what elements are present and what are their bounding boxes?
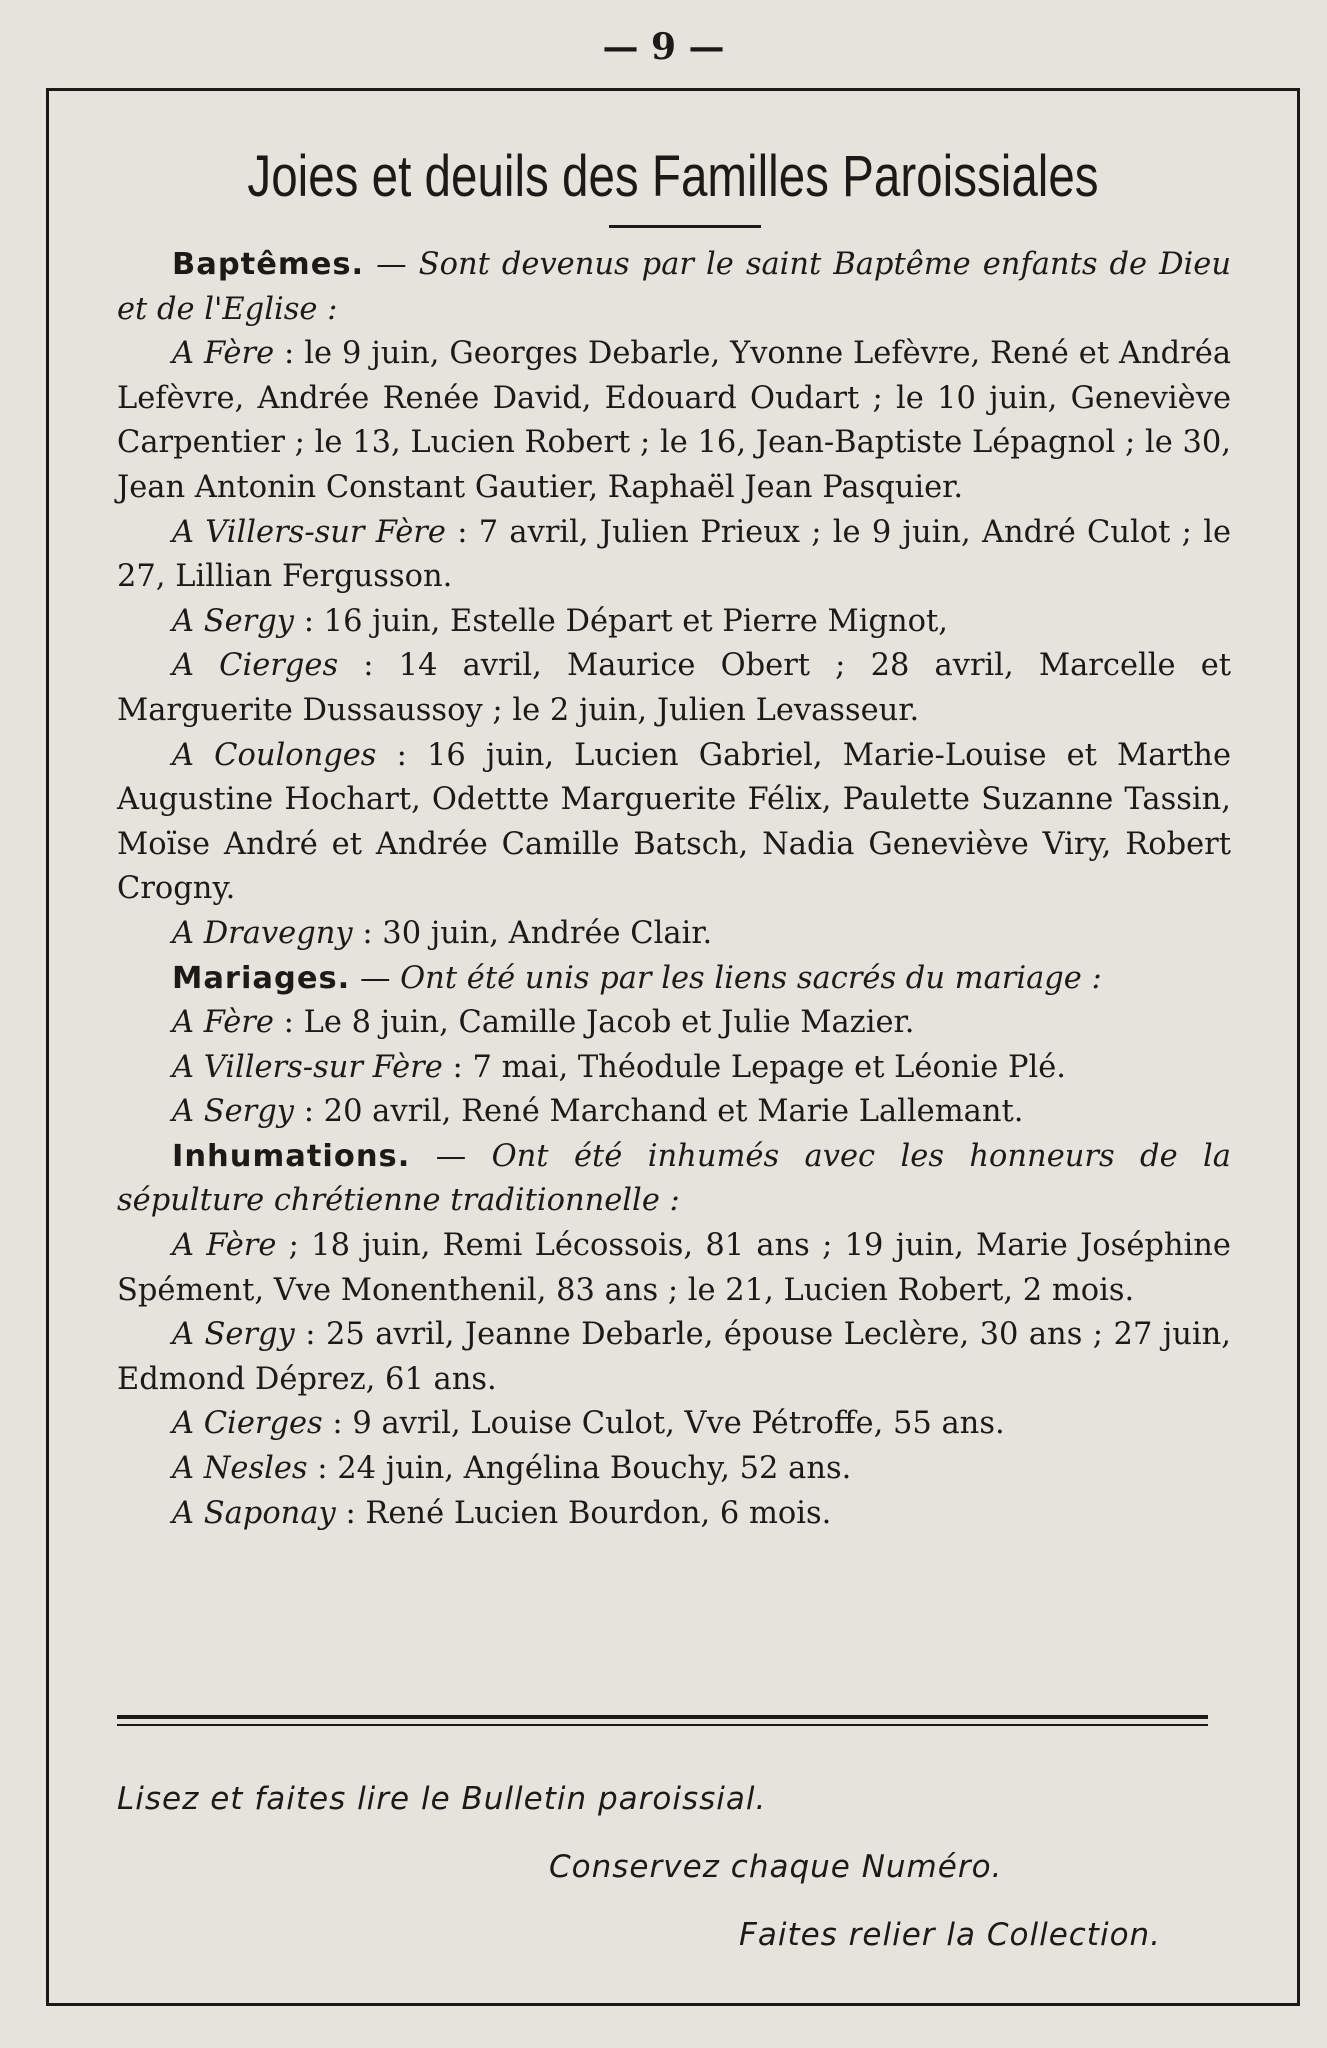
section-intro-text: — Ont été inhumés avec les honneurs de la sépulture chrétienne traditionnelle :: [117, 1138, 1231, 1219]
entry-place: A Villers-sur Fère: [172, 514, 446, 550]
entry-place: A Coulonges: [172, 737, 377, 773]
entry-paragraph: [117, 644, 1231, 733]
entry-paragraph: [117, 1313, 1231, 1402]
entry-text: ; 18 juin, Remi Lécossois, 81 ans ; 19 juin, Marie Joséphine Spément, Vve Monenthenil, 83 ans ; le 21, Lucien Robert, 2 mois.: [117, 1228, 1231, 1308]
entry-paragraph: [117, 1090, 1231, 1135]
entry-place: A Sergy: [172, 1094, 294, 1130]
entry-text: : 7 mai, Théodule Lepage et Léonie Plé.: [442, 1049, 1067, 1085]
section-heading-mariages: Mariages.: [172, 960, 351, 996]
title-underline: [609, 225, 761, 228]
entry-text: : 30 juin, Andrée Clair.: [352, 915, 713, 951]
entry-paragraph: [117, 1046, 1231, 1091]
entry-place: A Dravegny: [172, 915, 353, 951]
section-heading-inhumations: Inhumations.: [172, 1138, 411, 1174]
rule-thin: [117, 1724, 1208, 1726]
entry-paragraph: [117, 332, 1231, 510]
entry-paragraph: [117, 1001, 1231, 1046]
entry-place: A Fère: [172, 1005, 274, 1041]
entry-text: : 16 juin, Estelle Départ et Pierre Mignot,: [294, 603, 948, 639]
entry-text: : René Lucien Bourdon, 6 mois.: [335, 1495, 832, 1531]
entry-place: A Cierges: [172, 1406, 323, 1442]
entry-paragraph: [117, 734, 1231, 912]
entry-place: A Fère: [172, 336, 275, 372]
section-intro-mariages: [117, 957, 1231, 1002]
entry-place: A Cierges: [172, 648, 339, 684]
article-body: [117, 243, 1231, 1536]
entry-paragraph: [117, 1492, 1231, 1537]
section-intro-text: — Ont été unis par les liens sacrés du mariage :: [350, 960, 1102, 996]
entry-text: : le 9 juin, Georges Debarle, Yvonne Lefèvre, René et Andréa Lefèvre, Andrée Renée David, Edouard Oudart ; le 10 juin, Geneviève Carpentier ; le 13, Lucien Robert ; le 16, Jean-Baptiste Lépagnol ; le 30, Jean Antonin Constant Gautier, Raphaël Jean Pasquier.: [117, 336, 1231, 505]
footer-line-bind: Faites relier la Collection.: [739, 1917, 1162, 1953]
footer-line-read: Lisez et faites lire le Bulletin paroissial.: [117, 1781, 767, 1817]
entry-paragraph: [117, 912, 1231, 957]
entry-text: : Le 8 juin, Camille Jacob et Julie Mazier.: [273, 1005, 915, 1041]
entry-text: : 16 juin, Lucien Gabriel, Marie-Louise et Marthe Augustine Hochart, Odettte Marguerite Félix, Paulette Suzanne Tassin, Moïse André et Andrée Camille Batsch, Nadia Geneviève Viry, Robert Crogny.: [117, 737, 1231, 907]
page-title: Joies et deuils des Familles Paroissiales: [247, 144, 1099, 209]
article-frame: [46, 88, 1300, 2006]
entry-paragraph: [117, 1402, 1231, 1447]
entry-text: : 7 avril, Julien Prieux ; le 9 juin, André Culot ; le 27, Lillian Fergusson.: [117, 514, 1231, 595]
entry-paragraph: [117, 1224, 1231, 1313]
entry-paragraph: [117, 1447, 1231, 1492]
double-rule-divider: [117, 1715, 1208, 1726]
entry-place: A Nesles: [172, 1451, 308, 1487]
entry-place: A Sergy: [172, 1317, 295, 1353]
entry-text: : 20 avril, René Marchand et Marie Lallemant.: [294, 1094, 1024, 1130]
entry-text: : 24 juin, Angélina Bouchy, 52 ans.: [307, 1451, 852, 1487]
section-intro-baptemes: [117, 243, 1231, 332]
section-heading-baptemes: Baptêmes.: [172, 247, 365, 282]
entry-text: : 14 avril, Maurice Obert ; 28 avril, Marcelle et Marguerite Dussaussoy ; le 2 juin, Julien Levasseur.: [117, 648, 1232, 728]
entry-place: A Saponay: [172, 1495, 336, 1531]
entry-place: A Fère: [172, 1228, 277, 1264]
section-intro-inhumations: [117, 1135, 1231, 1224]
page-number: — 9 —: [602, 26, 725, 68]
entry-text: : 25 avril, Jeanne Debarle, épouse Leclère, 30 ans ; 27 juin, Edmond Déprez, 61 ans.: [117, 1317, 1232, 1397]
entry-paragraph: [117, 600, 1231, 645]
entry-paragraph: [117, 511, 1231, 600]
entry-text: : 9 avril, Louise Culot, Vve Pétroffe, 55 ans.: [322, 1406, 1005, 1442]
entry-place: A Sergy: [172, 603, 294, 639]
entry-place: A Villers-sur Fère: [172, 1049, 443, 1085]
section-intro-text: — Sont devenus par le saint Baptême enfants de Dieu et de l'Eglise :: [117, 247, 1231, 327]
rule-thick: [117, 1715, 1208, 1719]
footer-line-keep: Conservez chaque Numéro.: [549, 1849, 1003, 1885]
